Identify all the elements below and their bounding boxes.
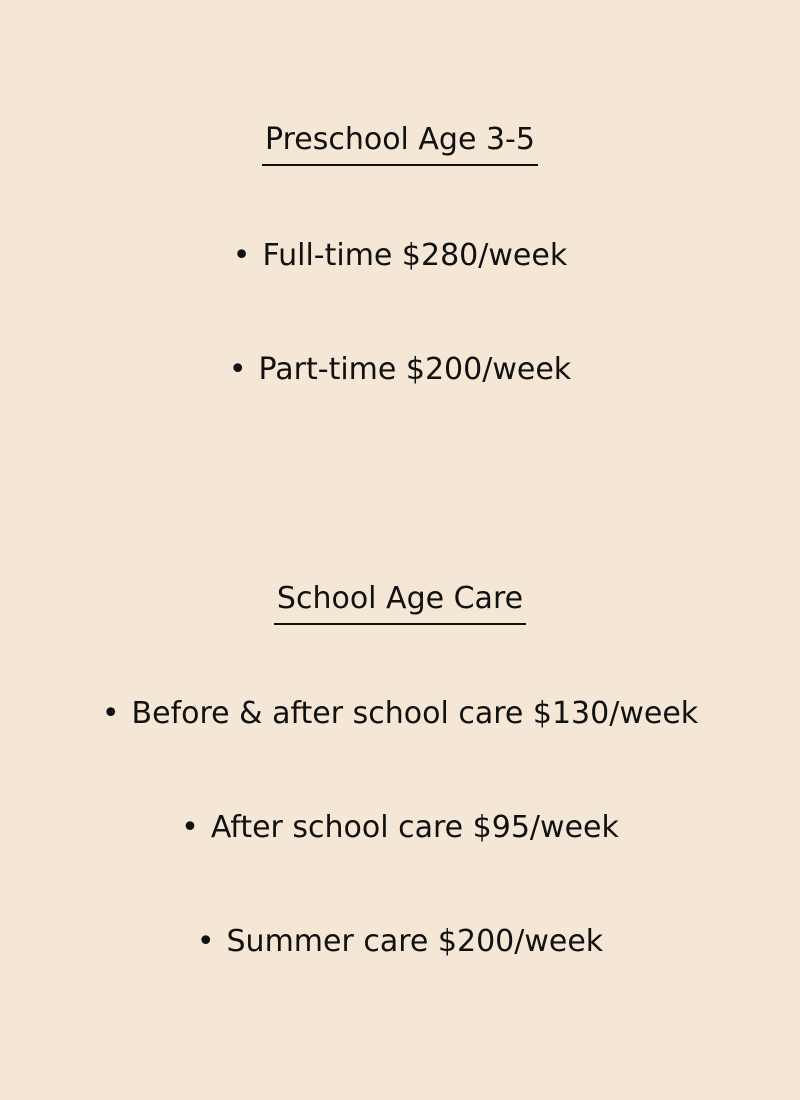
- list-item: [0, 350, 800, 390]
- list-item: [0, 808, 800, 848]
- section-heading-text: School Age Care: [274, 579, 526, 625]
- bullet-icon: •: [232, 238, 251, 273]
- list-item: [0, 236, 800, 276]
- list-item-text: Summer care $200/week: [226, 924, 604, 959]
- section-heading-preschool: [0, 120, 800, 166]
- section-heading-school-age: [0, 579, 800, 625]
- list-item: [0, 922, 800, 962]
- section-heading-text: Preschool Age 3-5: [262, 120, 538, 166]
- list-item-text: After school care $95/week: [210, 810, 619, 845]
- bullet-icon: •: [101, 696, 120, 731]
- bullet-icon: •: [181, 810, 199, 845]
- list-item-text: Part-time $200/week: [258, 352, 572, 387]
- bullet-icon: •: [228, 352, 247, 387]
- bullet-icon: •: [196, 924, 215, 959]
- list-item: [0, 694, 800, 734]
- list-item-text: Full-time $280/week: [262, 238, 568, 273]
- list-item-text: Before & after school care $130/week: [131, 696, 699, 731]
